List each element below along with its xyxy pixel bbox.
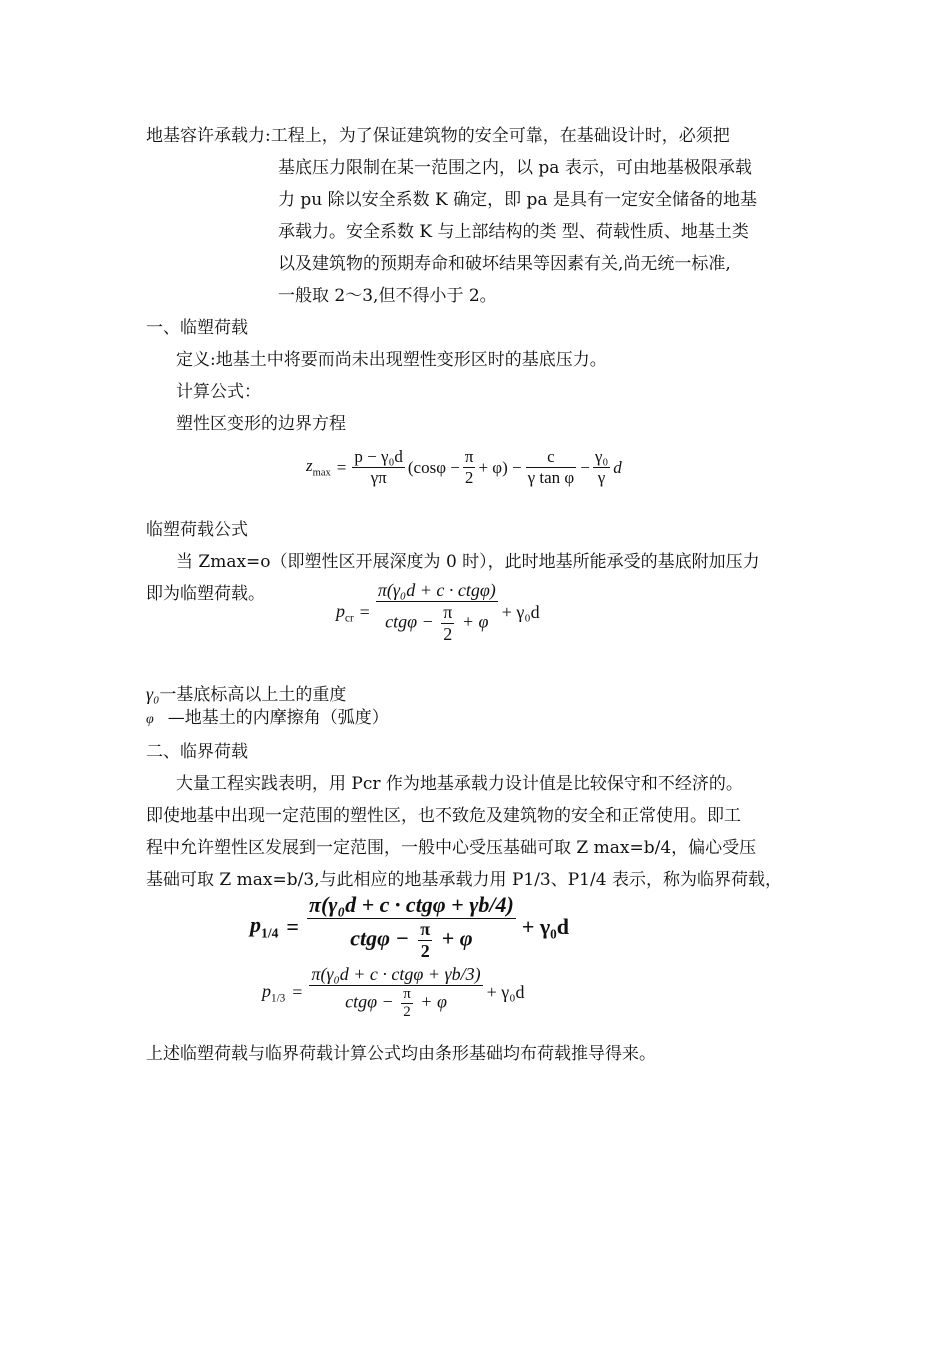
p13-fraction: π(γ₀d + c · ctgφ + γb/3) ctgφ − $\frac{\pi}{2}$ + φ (311, 964, 481, 1020)
definition-line-4: 承载力。安全系数 K 与上部结构的类 型、荷载性质、地基土类 (278, 222, 749, 242)
section1-calc-label: 计算公式： (176, 382, 261, 402)
definition-line-5: 以及建筑物的预期寿命和破坏结果等因素有关,尚无统一标准, (278, 254, 731, 274)
zmax-fraction-4: $\frac{\text{γ₀}}{\gamma}$ (594, 447, 609, 487)
symbol-phi-line: φ —地基土的内摩擦角（弧度） (146, 708, 389, 728)
section2-para-3: 程中允许塑性区发展到一定范围，一般中心受压基础可取 Z max=b/4，偏心受压 (146, 838, 757, 858)
section1-heading: 一、临塑荷载 (146, 318, 248, 338)
symbol-gamma0-line: γ₀一基底标高以上土的重度 (146, 684, 347, 705)
pcr-fraction: π(γ₀d + c · ctgφ) ctgφ − $\frac{\pi}{2}$ + φ (377, 580, 496, 644)
section1-definition: 定义:地基土中将要而尚未出现塑性变形区时的基底压力。 (176, 350, 607, 370)
p14-fraction: π(γ₀d + c · ctgφ + γb/4) ctgφ − $\frac{\pi}{2}$ + φ (308, 892, 514, 961)
pcr-text-2: 即为临塑荷载。 (146, 584, 265, 604)
zmax-fraction-2: $\frac{\pi}{2}$ (464, 447, 474, 487)
section2-para-1: 大量工程实践表明，用 Pcr 作为地基承载力设计值是比较保守和不经济的。 (176, 774, 743, 794)
section2-heading: 二、临界荷载 (146, 742, 248, 762)
formula-p14: $p_{1/4}$ = π(γ₀d + c · ctgφ + γb/4) ctgφ − $\frac{\pi}{2}$ + φ + γ₀d (250, 892, 569, 961)
pcr-heading: 临塑荷载公式 (146, 520, 248, 540)
conclusion: 上述临塑荷载与临界荷载计算公式均由条形基础均布荷载推导得来。 (146, 1044, 656, 1064)
definition-term: 地基容许承载力: (146, 126, 271, 146)
definition-line-6: 一般取 2～3,但不得小于 2。 (278, 286, 497, 306)
zmax-fraction-3: $\frac{c}{\text{γ tan φ}}$ (527, 447, 575, 487)
definition-line-3: 力 pu 除以安全系数 K 确定，即 pa 是具有一定安全储备的地基 (278, 190, 757, 210)
section1-boundary-label: 塑性区变形的边界方程 (176, 414, 346, 434)
pcr-text-1: 当 Zmax=o（即塑性区开展深度为 0 时），此时地基所能承受的基底附加压力 (176, 552, 760, 572)
formula-p13: $p_{1/3}$ = π(γ₀d + c · ctgφ + γb/3) ctgφ − $\frac{\pi}{2}$ + φ + γ₀d (262, 964, 525, 1020)
gamma0-symbol: γ₀ (146, 684, 160, 704)
formula-zmax: $z_{max}$ = $\frac{\text{p − γ₀d}}{\gamma\pi}$ (cosφ − $\frac{\pi}{2}$ + φ) − $\frac{c}{\text{γ tan φ}}$ − $\frac{\text{γ₀}}{\gamma}$ d (306, 447, 622, 487)
definition-line-2: 基底压力限制在某一范围之内，以 pa 表示，可由地基极限承载 (278, 158, 752, 178)
zmax-fraction-1: $\frac{\text{p − γ₀d}}{\gamma\pi}$ (354, 447, 403, 487)
section2-para-4: 基础可取 Z max=b/3,与此相应的地基承载力用 P1/3、P1/4 表示，称为临界荷载， (146, 870, 782, 890)
phi-symbol: φ (146, 712, 154, 727)
section2-para-2: 即使地基中出现一定范围的塑性区，也不致危及建筑物的安全和正常使用。即工 (146, 806, 741, 826)
formula-pcr: $p_{cr}$ = π(γ₀d + c · ctgφ) ctgφ − $\frac{\pi}{2}$ + φ + γ₀d (336, 580, 540, 644)
definition-line-1: 地基容许承载力:工程上，为了保证建筑物的安全可靠，在基础设计时，必须把 (146, 126, 730, 146)
